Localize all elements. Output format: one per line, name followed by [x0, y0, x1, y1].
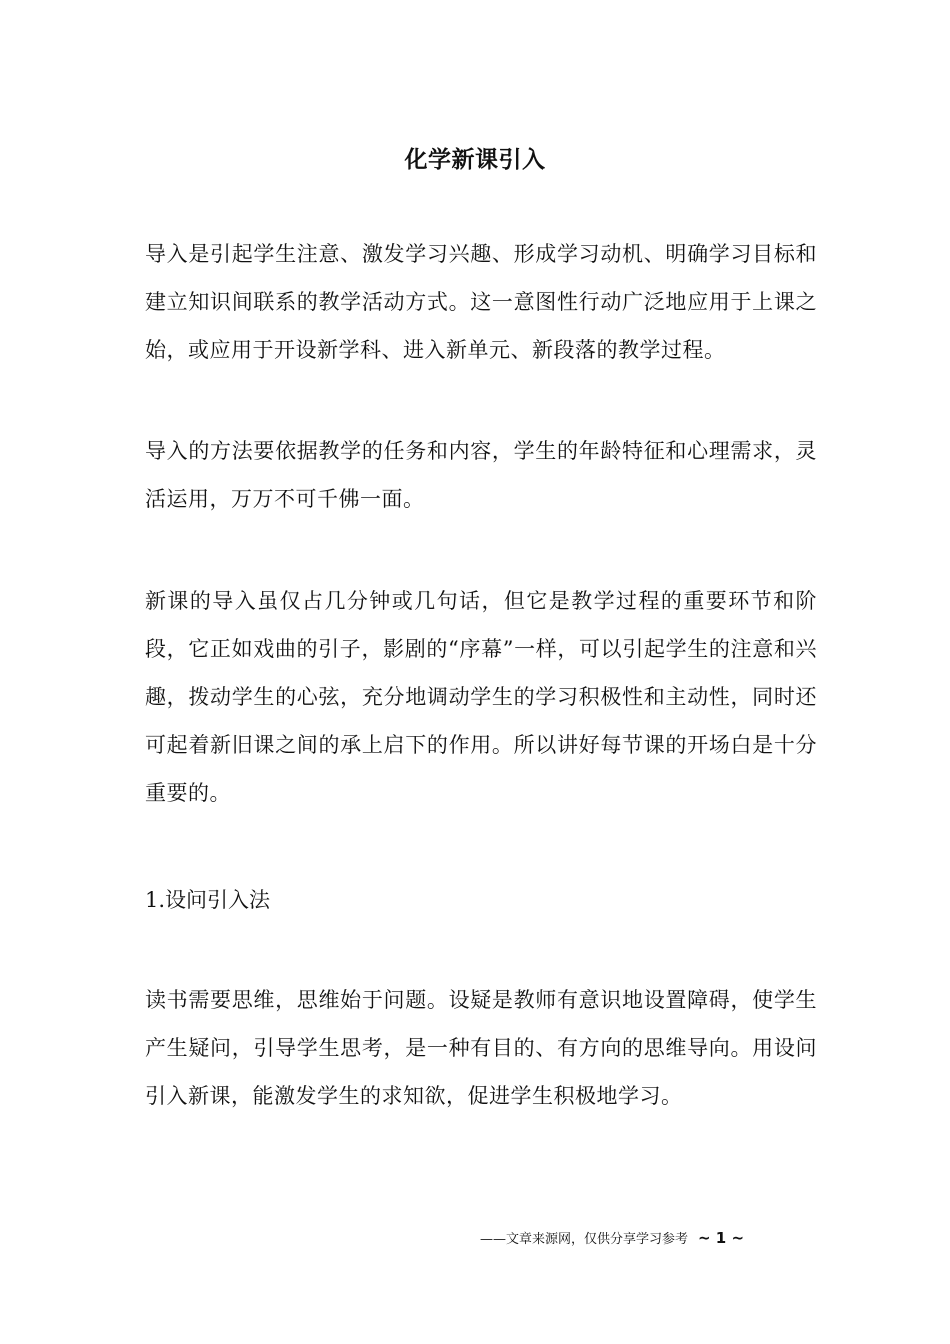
- intro-paragraph-3: 新课的导入虽仅占几分钟或几句话，但它是教学过程的重要环节和阶段，它正如戏曲的引子，影剧的“序幕”一样，可以引起学生的注意和兴趣，拨动学生的心弦，充分地调动学生的学习积极性和主动性，同时还可起着新旧课之间的承上启下的作用。所以讲好每节课的开场白是十分重要的。: [145, 589, 817, 805]
- page-footer: [480, 1226, 810, 1252]
- footer-source-text: ——文章来源网，仅供分享学习参考: [480, 1232, 689, 1247]
- intro-paragraph-2: 导入的方法要依据教学的任务和内容，学生的年龄特征和心理需求，灵活运用，万万不可千佛一面。: [145, 439, 817, 511]
- document-title: 化学新课引入: [404, 147, 546, 173]
- intro-paragraph-1: 导入是引起学生注意、激发学习兴趣、形成学习动机、明确学习目标和建立知识间联系的教学活动方式。这一意图性行动广泛地应用于上课之始，或应用于开设新学科、进入新单元、新段落的教学过程。: [145, 242, 817, 362]
- page-number: ~ 1 ~: [698, 1229, 745, 1247]
- section-heading: 1.设问引入法: [145, 888, 271, 912]
- section-paragraph: 读书需要思维，思维始于问题。设疑是教师有意识地设置障碍，使学生产生疑问，引导学生思考，是一种有目的、有方向的思维导向。用设问引入新课，能激发学生的求知欲，促进学生积极地学习。: [145, 988, 817, 1108]
